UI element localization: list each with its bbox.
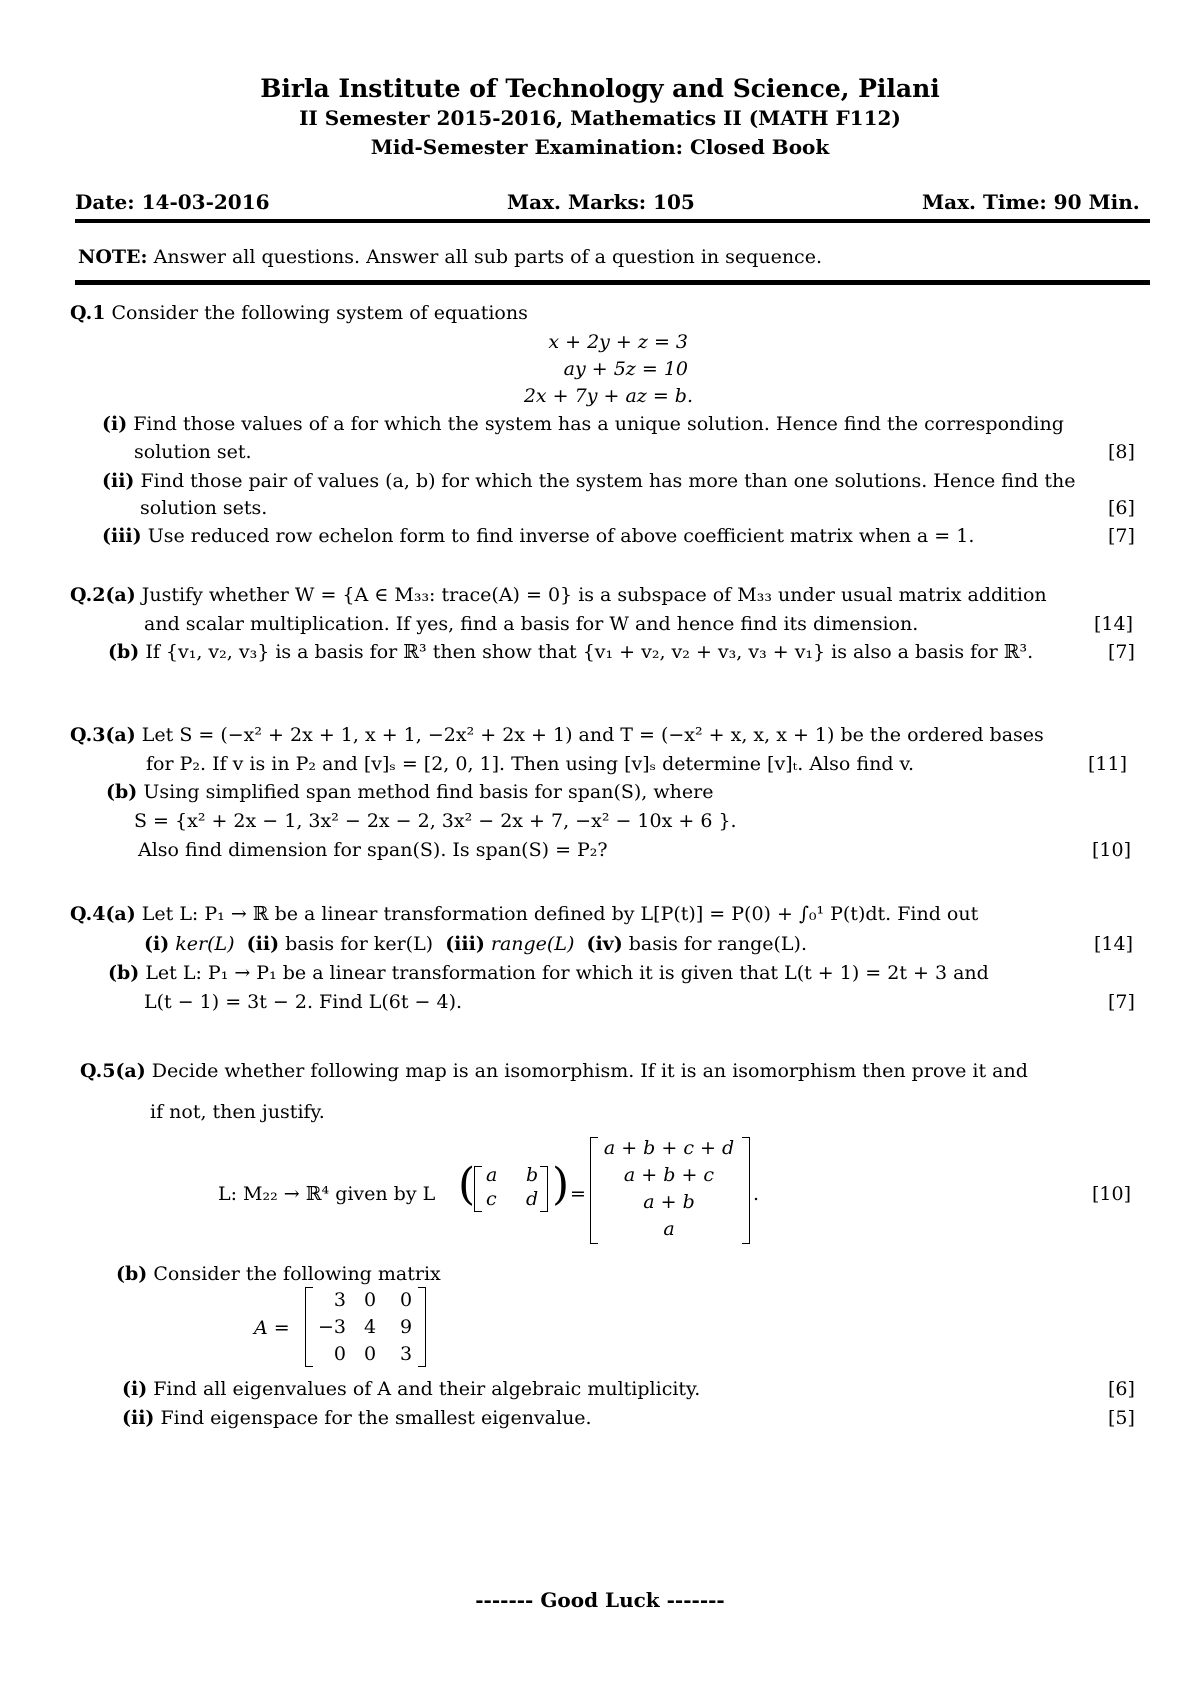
q4a-iv-label: (iv): [586, 933, 623, 955]
note: [78, 246, 822, 268]
q5b-i-label: (i): [122, 1378, 148, 1400]
q4a-ii-label: (ii): [246, 933, 280, 955]
max-time: Max. Time: 90 Min.: [922, 190, 1140, 214]
q1-intro: [70, 302, 528, 324]
q4a-marks: [14]: [1094, 933, 1134, 955]
q4a-ii-text: basis for ker(L): [285, 933, 434, 955]
q2a-line1: [70, 584, 1047, 606]
q5a-open-paren: (: [458, 1159, 476, 1210]
q3a-text: Let S = (−x² + 2x + 1, x + 1, −2x² + 2x + 1) and T = (−x² + x, x, x + 1) be the ordered bases: [141, 724, 1044, 746]
q5b-i-text: Find all eigenvalues of A and their algebraic multiplicity.: [153, 1378, 701, 1400]
q2b-label: (b): [108, 641, 140, 663]
q3a-line1: [70, 724, 1044, 746]
q5b-ii-marks: [5]: [1108, 1407, 1135, 1429]
q1-ii-text: Find those pair of values (a, b) for which the system has more than one solutions. Hence find the: [140, 470, 1076, 492]
q5a-m-bracket-left: [474, 1166, 482, 1212]
q5a-close-paren: ): [552, 1159, 570, 1210]
q4a-iv-text: basis for range(L).: [628, 933, 808, 955]
q1-ii-line2: solution sets.: [140, 497, 268, 519]
q3a-label: Q.3(a): [70, 724, 136, 746]
q2b-text: If {v₁, v₂, v₃} is a basis for ℝ³ then show that {v₁ + v₂, v₂ + v₃, v₃ + v₁} is also a basis for ℝ³.: [145, 641, 1034, 663]
q5a-m-c: c: [486, 1188, 497, 1210]
q4a-label: Q.4(a): [70, 903, 136, 925]
q5b-ii-line: [122, 1407, 592, 1429]
q5b-text: Consider the following matrix: [153, 1263, 441, 1285]
q3b-label: (b): [106, 781, 138, 803]
q5b-a32: 0: [363, 1343, 377, 1365]
q3a-marks: [11]: [1088, 753, 1128, 775]
q5a-m-a: a: [486, 1164, 498, 1186]
q2a-label: Q.2(a): [70, 584, 136, 606]
note-label: NOTE:: [78, 246, 148, 268]
note-text: Answer all questions. Answer all sub parts of a question in sequence.: [153, 246, 822, 268]
q4b-marks: [7]: [1108, 991, 1135, 1013]
q5b-a11: 3: [333, 1289, 346, 1311]
q1-equation-2: ay + 5z = 10: [563, 358, 688, 380]
q5b-a13: 0: [399, 1289, 413, 1311]
q5a-marks: [10]: [1092, 1183, 1132, 1205]
q5a-map-lhs: L: M₂₂ → ℝ⁴ given by L: [218, 1183, 436, 1205]
q5b-a23: 9: [399, 1316, 413, 1338]
q5a-equals: =: [570, 1183, 586, 1205]
q4b-label: (b): [108, 962, 140, 984]
q5a-m-d: d: [526, 1188, 539, 1210]
good-luck-footer: ------- Good Luck -------: [475, 1588, 725, 1612]
q5b-matrix-name: A =: [254, 1317, 290, 1339]
exam-date: Date: 14-03-2016: [75, 190, 270, 214]
q3b-line3: Also find dimension for span(S). Is span(S) = P₂?: [138, 839, 608, 861]
q1-intro-text: Consider the following system of equations: [111, 302, 528, 324]
q1-ii-line1: [102, 470, 1076, 492]
q3b-line2: S = {x² + 2x − 1, 3x² − 2x − 2, 3x² − 2x + 7, −x² − 10x + 6 }.: [134, 810, 737, 832]
q2a-text: Justify whether W = {A ∈ M₃₃: trace(A) = 0} is a subspace of M₃₃ under usual matrix addition: [141, 584, 1047, 606]
q5b-ii-text: Find eigenspace for the smallest eigenvalue.: [160, 1407, 592, 1429]
exam-title: Mid-Semester Examination: Closed Book: [370, 135, 830, 159]
header-rule: [75, 219, 1150, 223]
q2a-marks: [14]: [1094, 613, 1134, 635]
q5b-i-line: [122, 1378, 700, 1400]
q2b-marks: [7]: [1108, 641, 1135, 663]
q5b-a31: 0: [333, 1343, 346, 1365]
q5a-m-b: b: [526, 1164, 539, 1186]
q4a-iii-label: (iii): [445, 933, 485, 955]
q1-ii-label: (ii): [102, 470, 135, 492]
q5b-a21: −3: [317, 1316, 346, 1338]
q4b-text: Let L: P₁ → P₁ be a linear transformation for which it is given that L(t + 1) = 2t + 3 and: [145, 962, 989, 984]
institute-title: Birla Institute of Technology and Science, Pilani: [260, 74, 940, 103]
q5a-label: Q.5(a): [80, 1060, 146, 1082]
q5b-a33: 3: [399, 1343, 413, 1365]
q4a-i-label: (i): [144, 933, 170, 955]
q5a-m-bracket-right: [540, 1166, 548, 1212]
q5a-v-2: a + b + c: [623, 1164, 715, 1186]
q2b-line: [108, 641, 1033, 663]
course-title: II Semester 2015-2016, Mathematics II (MATH F112): [299, 106, 901, 130]
q1-equation-1: x + 2y + z = 3: [548, 331, 688, 353]
q5a-v-4: a: [663, 1218, 675, 1240]
q5a-line2: if not, then justify.: [150, 1101, 325, 1123]
q4a-iii-text: range(L): [490, 933, 575, 955]
q4b-line2: L(t − 1) = 3t − 2. Find L(6t − 4).: [144, 991, 463, 1013]
q5a-v-3: a + b: [643, 1191, 695, 1213]
q5b-matrix-bracket-right: [418, 1287, 426, 1367]
q1-ii-marks: [6]: [1108, 497, 1135, 519]
q5b-label: (b): [116, 1263, 148, 1285]
q5a-v-1: a + b + c + d: [603, 1137, 735, 1159]
q2a-line2: and scalar multiplication. If yes, find a basis for W and hence find its dimension.: [144, 613, 919, 635]
q3a-line2: for P₂. If v is in P₂ and [v]ₛ = [2, 0, 1]. Then using [v]ₛ determine [v]ₜ. Also find v.: [146, 753, 915, 775]
q5b-a22: 4: [363, 1316, 377, 1338]
q1-i-label: (i): [102, 413, 128, 435]
q1-i-line1: [102, 413, 1064, 435]
q5a-v-bracket-right: [742, 1137, 750, 1244]
q1-iii-line: [102, 525, 974, 547]
q5a-line1: [80, 1060, 1028, 1082]
max-marks: Max. Marks: 105: [507, 190, 695, 214]
q1-iii-text: Use reduced row echelon form to find inverse of above coefficient matrix when a = 1.: [147, 525, 975, 547]
q5b-i-marks: [6]: [1108, 1378, 1135, 1400]
q1-iii-marks: [7]: [1108, 525, 1135, 547]
q1-i-marks: [8]: [1108, 441, 1135, 463]
q4a-text: Let L: P₁ → ℝ be a linear transformation defined by L[P(t)] = P(0) + ∫₀¹ P(t)dt. Find out: [141, 903, 979, 925]
q1-label: Q.1: [70, 302, 106, 324]
q1-i-text: Find those values of a for which the system has a unique solution. Hence find the corresponding: [133, 413, 1064, 435]
q1-iii-label: (iii): [102, 525, 142, 547]
q4a-line1: [70, 903, 978, 925]
q3b-text: Using simplified span method find basis for span(S), where: [143, 781, 714, 803]
q1-equation-3: 2x + 7y + az = b.: [523, 385, 693, 407]
q4b-line1: [108, 962, 989, 984]
q4a-line2: [144, 933, 807, 955]
q5b-a12: 0: [363, 1289, 377, 1311]
q5a-period: .: [753, 1183, 760, 1205]
q5b-line: [116, 1263, 441, 1285]
q3b-line1: [106, 781, 713, 803]
q5b-ii-label: (ii): [122, 1407, 155, 1429]
q3b-marks: [10]: [1092, 839, 1132, 861]
note-rule: [75, 280, 1150, 285]
q5a-text: Decide whether following map is an isomorphism. If it is an isomorphism then prove it and: [151, 1060, 1028, 1082]
q1-i-line2: solution set.: [134, 441, 252, 463]
q4a-i-text: ker(L): [175, 933, 235, 955]
